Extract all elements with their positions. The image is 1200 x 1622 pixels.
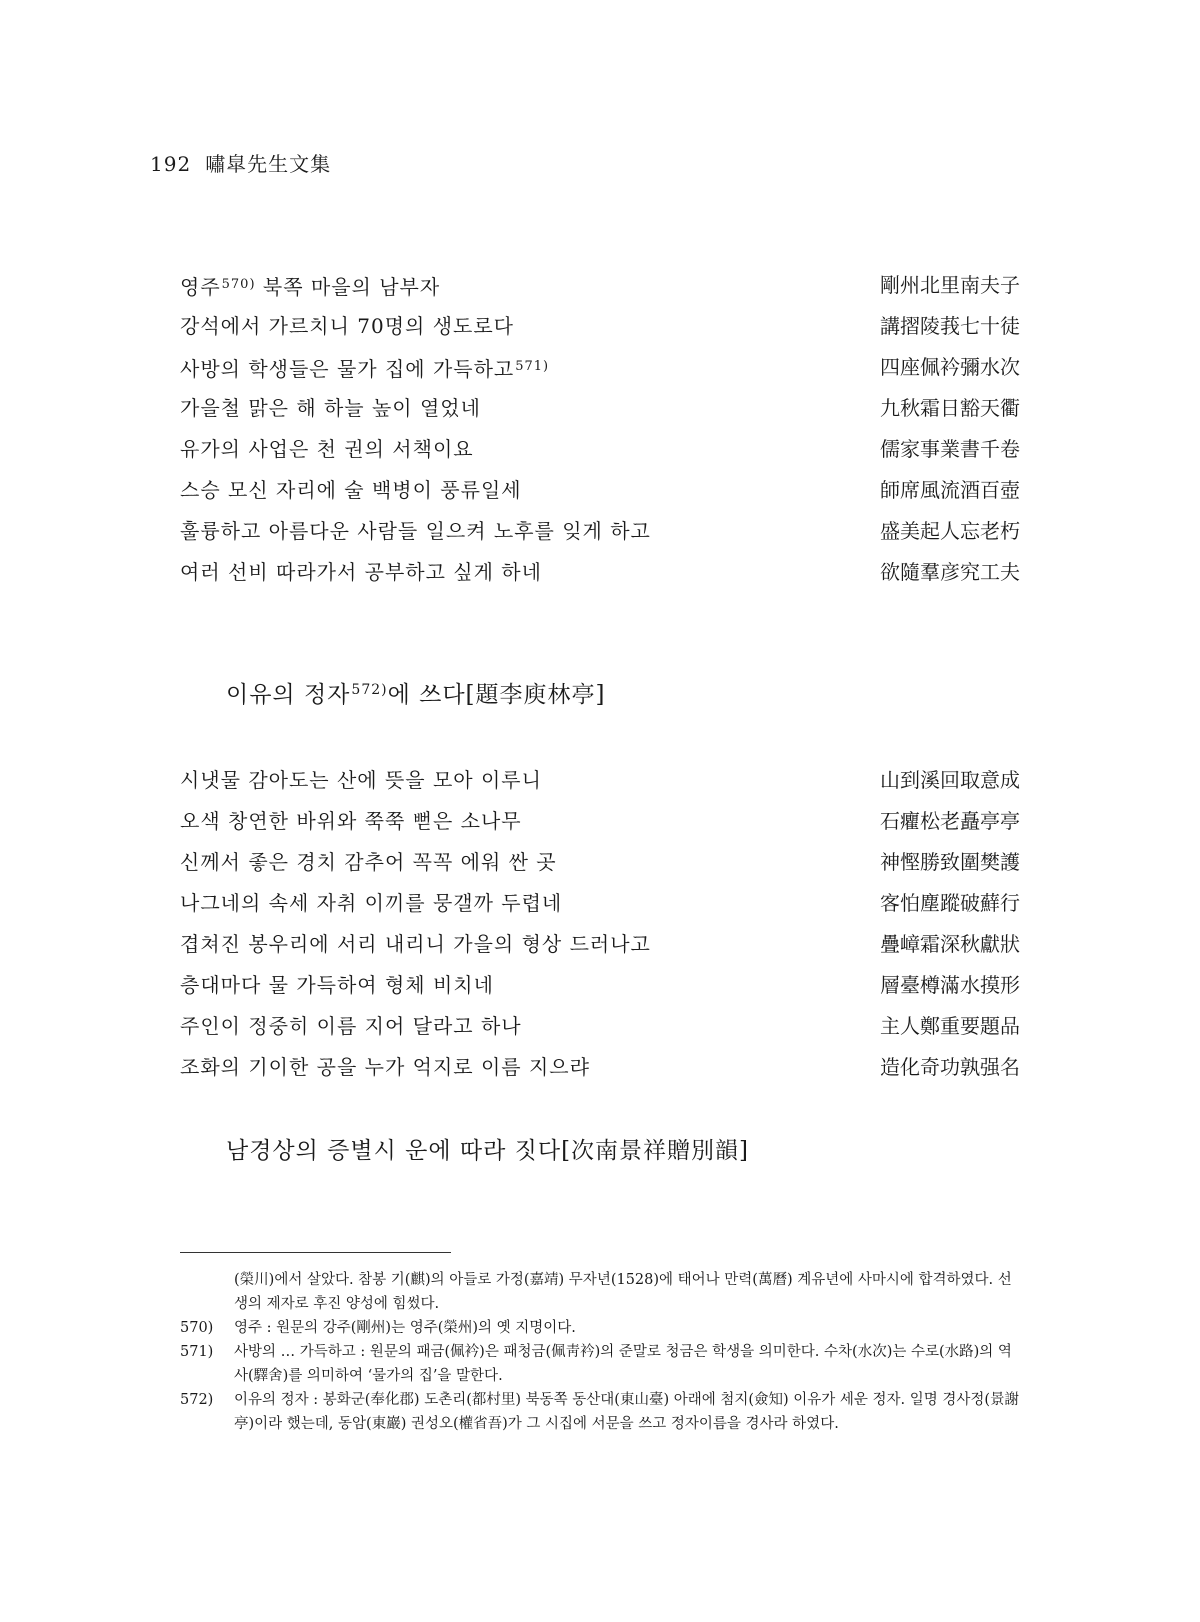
book-title: 嘯皐先生文集 bbox=[205, 152, 332, 176]
korean-text: 주인이 정중히 이름 지어 달라고 하나 bbox=[180, 1014, 522, 1038]
korean-text: 영주 bbox=[180, 275, 221, 299]
chinese-text: 主人鄭重要題品 bbox=[880, 1014, 1020, 1038]
poem-1 bbox=[180, 272, 1020, 600]
chinese-text: 造化奇功孰强名 bbox=[880, 1055, 1020, 1079]
poem-line bbox=[180, 436, 1020, 477]
footnote bbox=[180, 1268, 1020, 1316]
footnote-number: 572) bbox=[180, 1392, 214, 1408]
footnote-divider bbox=[180, 1252, 451, 1253]
poem-line bbox=[180, 272, 1020, 313]
chinese-text: 欲隨羣彦究工夫 bbox=[880, 560, 1020, 584]
korean-text: 조화의 기이한 공을 누가 억지로 이름 지으랴 bbox=[180, 1055, 590, 1079]
chinese-text: 儒家事業書千卷 bbox=[880, 437, 1020, 461]
korean-text: 여러 선비 따라가서 공부하고 싶게 하네 bbox=[180, 560, 542, 584]
chinese-text: 石癯松老矗亭亭 bbox=[880, 809, 1020, 833]
poem-line bbox=[180, 518, 1020, 559]
footnote-ref[interactable]: 571) bbox=[515, 359, 550, 374]
footnote-ref[interactable]: 570) bbox=[221, 277, 256, 292]
poem-title bbox=[226, 1132, 749, 1165]
page-number: 192 bbox=[150, 152, 192, 176]
footnote bbox=[180, 1340, 1020, 1388]
poem-line bbox=[180, 395, 1020, 436]
chinese-text: 神慳勝致圍樊護 bbox=[880, 850, 1020, 874]
korean-text: 북쪽 마을의 남부자 bbox=[255, 275, 441, 299]
poem-line bbox=[180, 354, 1020, 395]
poem-line bbox=[180, 313, 1020, 354]
poem-line bbox=[180, 849, 1020, 890]
poem-2 bbox=[180, 767, 1020, 1095]
korean-text: 나그네의 속세 자취 이끼를 뭉갤까 두렵네 bbox=[180, 891, 563, 915]
footnote-text: 영주 : 원문의 강주(剛州)는 영주(榮州)의 옛 지명이다. bbox=[234, 1320, 576, 1336]
korean-text: 신께서 좋은 경치 감추어 꼭꼭 에워 싼 곳 bbox=[180, 850, 557, 874]
chinese-text: 九秋霜日豁天衢 bbox=[880, 396, 1020, 420]
footnote bbox=[180, 1388, 1020, 1436]
chinese-text: 山到溪回取意成 bbox=[880, 768, 1020, 792]
chinese-text: 四座佩衿彌水次 bbox=[880, 355, 1020, 379]
korean-text: 오색 창연한 바위와 쭉쭉 뻗은 소나무 bbox=[180, 809, 522, 833]
korean-text: 층대마다 물 가득하여 형체 비치네 bbox=[180, 973, 494, 997]
chinese-text: 剛州北里南夫子 bbox=[880, 273, 1020, 297]
footnote-text: (榮川)에서 살았다. 참봉 기(麒)의 아들로 가정(嘉靖) 무자년(1528)에 태어나 만력(萬曆) 계유년에 사마시에 합격하였다. 선생의 제자로 후진 양성에 힘썼다. bbox=[234, 1272, 1012, 1312]
poem-line bbox=[180, 931, 1020, 972]
chinese-text: 講摺陵莪七十徒 bbox=[880, 314, 1020, 338]
korean-text: 강석에서 가르치니 70명의 생도로다 bbox=[180, 314, 515, 338]
footnote-number: 571) bbox=[180, 1344, 214, 1360]
chinese-text: 層臺樽滿水摸形 bbox=[880, 973, 1020, 997]
title-text: 에 쓰다[題李庾林亭] bbox=[387, 682, 606, 708]
poem-line bbox=[180, 890, 1020, 931]
footnote bbox=[180, 1316, 1020, 1340]
footnote-text: 사방의 … 가득하고 : 원문의 패금(佩衿)은 패청금(佩靑衿)의 준말로 청금은 학생을 의미한다. 수차(水次)는 수로(水路)의 역사(驛舍)를 의미하여 ‘물가의 집’을 말한다. bbox=[234, 1344, 1012, 1384]
title-text: 남경상의 증별시 운에 따라 짓다[次南景祥贈別韻] bbox=[226, 1138, 750, 1164]
poem-line bbox=[180, 1054, 1020, 1095]
poem-line bbox=[180, 559, 1020, 600]
footnote-ref[interactable]: 572) bbox=[351, 682, 388, 698]
korean-text: 유가의 사업은 천 권의 서책이요 bbox=[180, 437, 474, 461]
korean-text: 훌륭하고 아름다운 사람들 일으켜 노후를 잊게 하고 bbox=[180, 519, 651, 543]
poem-line bbox=[180, 1013, 1020, 1054]
korean-text: 사방의 학생들은 물가 집에 가득하고 bbox=[180, 357, 515, 381]
korean-text: 가을철 맑은 해 하늘 높이 열었네 bbox=[180, 396, 481, 420]
poem-title bbox=[226, 676, 606, 709]
title-text: 이유의 정자 bbox=[226, 682, 351, 708]
poem-line bbox=[180, 767, 1020, 808]
korean-text: 시냇물 감아도는 산에 뜻을 모아 이루니 bbox=[180, 768, 542, 792]
chinese-text: 師席風流酒百壺 bbox=[880, 478, 1020, 502]
korean-text: 스승 모신 자리에 술 백병이 풍류일세 bbox=[180, 478, 522, 502]
korean-text: 겹쳐진 봉우리에 서리 내리니 가을의 형상 드러나고 bbox=[180, 932, 651, 956]
chinese-text: 盛美起人忘老朽 bbox=[880, 519, 1020, 543]
poem-line bbox=[180, 808, 1020, 849]
footnote-text: 이유의 정자 : 봉화군(奉化郡) 도촌리(都村里) 북동쪽 동산대(東山臺) 아래에 첨지(僉知) 이유가 세운 정자. 일명 경사정(景謝亭)이라 했는데, 동암(東巖) 권성오(權省吾)가 그 시집에 서문을 쓰고 정자이름을 경사라 하였다. bbox=[234, 1392, 1020, 1432]
chinese-text: 疊嶂霜深秋獻狀 bbox=[880, 932, 1020, 956]
chinese-text: 客怕塵蹤破蘚行 bbox=[880, 891, 1020, 915]
running-header bbox=[150, 148, 331, 177]
footnote-number: 570) bbox=[180, 1320, 214, 1336]
poem-line bbox=[180, 477, 1020, 518]
poem-line bbox=[180, 972, 1020, 1013]
footnotes bbox=[180, 1268, 1020, 1436]
